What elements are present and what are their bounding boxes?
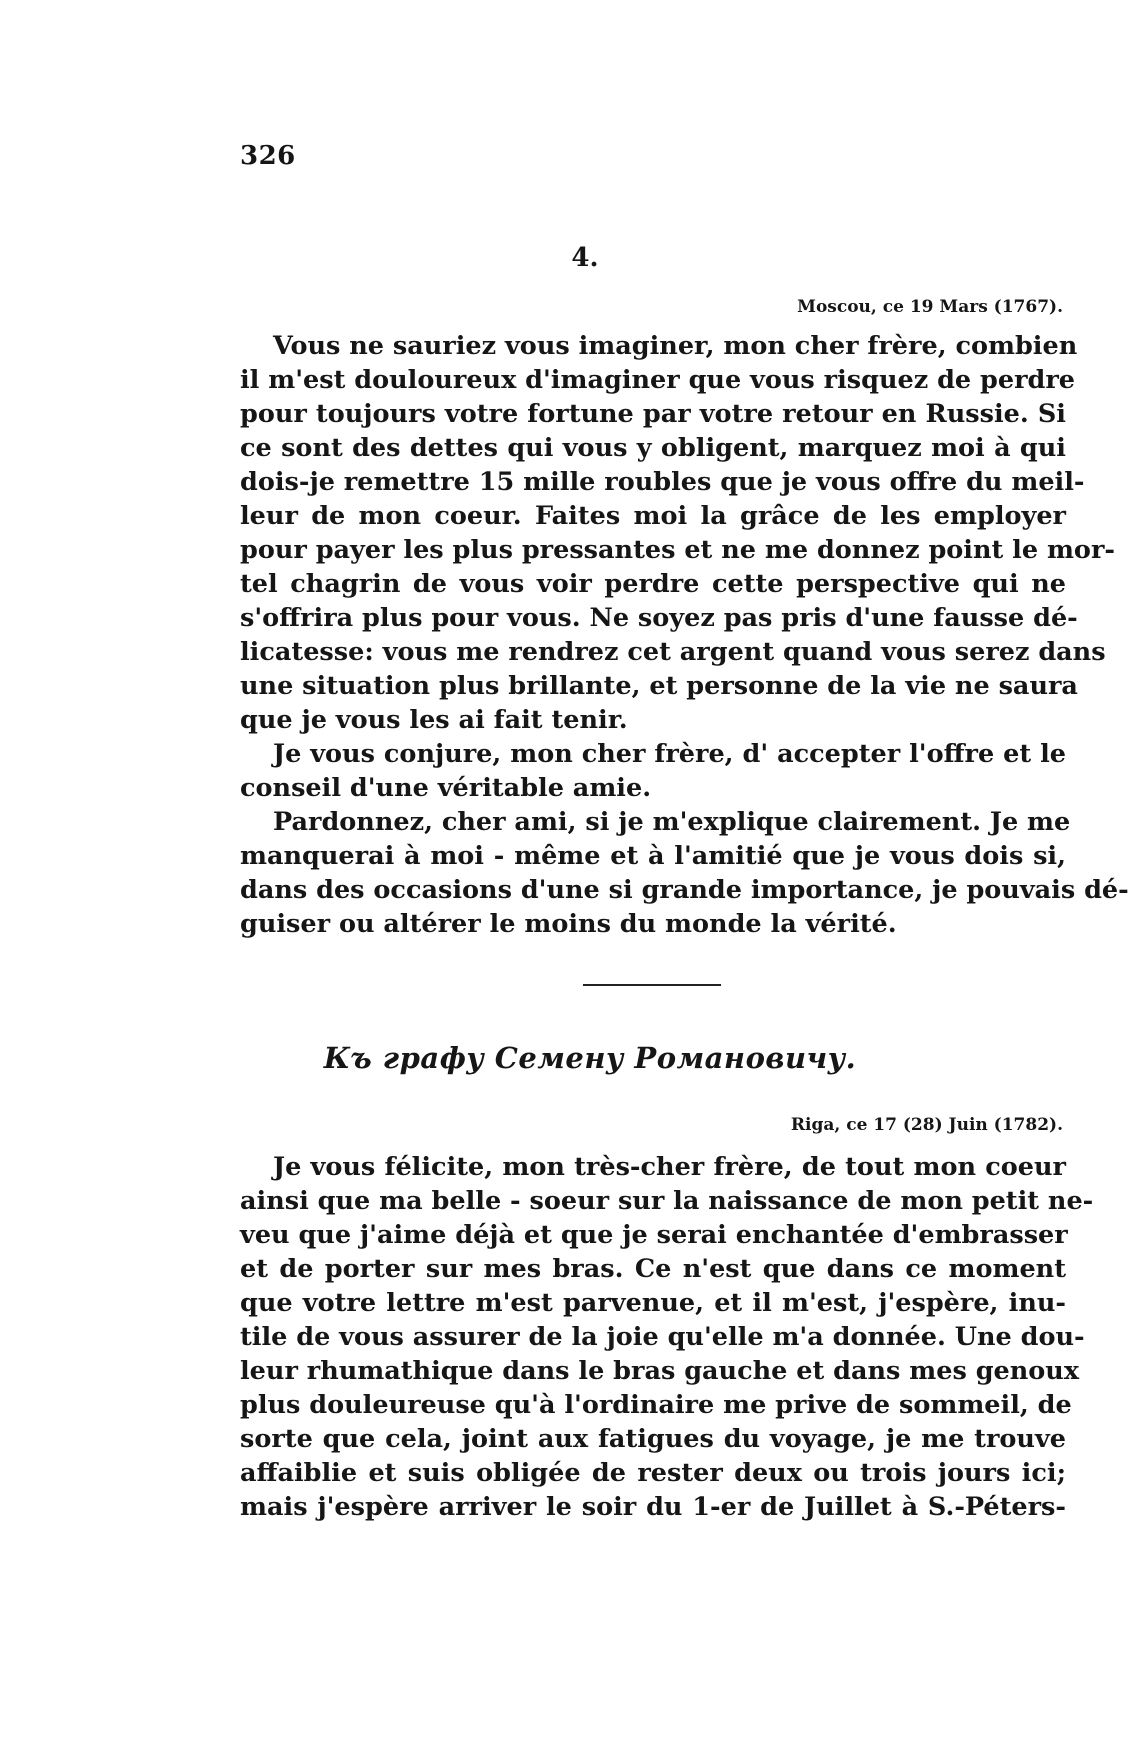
text-line: tile de vous assurer de la joie qu'elle m'a donnée. Une dou-	[240, 1322, 1085, 1352]
text-line: s'offrira plus pour vous. Ne soyez pas pris d'une fausse dé-	[240, 603, 1078, 633]
page-number: 326	[240, 141, 296, 171]
text-line: ainsi que ma belle - soeur sur la naissance de mon petit ne-	[240, 1186, 1094, 1216]
text-line: sorte que cela, joint aux fatigues du voyage, je me trouve	[240, 1424, 1066, 1454]
text-line: pour toujours votre fortune par votre retour en Russie. Si	[240, 399, 1066, 429]
letter2-body	[240, 1150, 1094, 1524]
text-line: plus douleureuse qu'à l'ordinaire me prive de sommeil, de	[240, 1390, 1072, 1420]
text-line: conseil d'une véritable amie.	[240, 773, 652, 803]
text-line: leur de mon coeur. Faites moi la grâce de les employer	[240, 501, 1066, 531]
text-line: leur rhumathique dans le bras gauche et dans mes genoux	[240, 1356, 1080, 1386]
text-line: et de porter sur mes bras. Ce n'est que dans ce moment	[240, 1254, 1066, 1284]
text-line: manquerai à moi - même et à l'amitié que je vous dois si,	[240, 841, 1066, 871]
text-line: guiser ou altérer le moins du monde la vérité.	[240, 909, 897, 939]
text-line: Vous ne sauriez vous imaginer, mon cher frère, combien	[273, 331, 1078, 361]
text-line: Je vous conjure, mon cher frère, d' accepter l'offre et le	[273, 739, 1066, 769]
text-line: pour payer les plus pressantes et ne me donnez point le mor-	[240, 535, 1115, 565]
text-line: que je vous les ai fait tenir.	[240, 705, 628, 735]
text-line: dois-je remettre 15 mille roubles que je vous offre du meil-	[240, 467, 1085, 497]
text-line: Je vous félicite, mon très-cher frère, de tout mon coeur	[273, 1152, 1066, 1182]
text-line: tel chagrin de vous voir perdre cette perspective qui ne	[240, 569, 1066, 599]
section-divider	[583, 984, 721, 986]
text-line: dans des occasions d'une si grande importance, je pouvais dé-	[240, 875, 1129, 905]
text-line: il m'est douloureux d'imaginer que vous risquez de perdre	[240, 365, 1076, 395]
text-line: licatesse: vous me rendrez cet argent quand vous serez dans	[240, 637, 1106, 667]
text-line: Pardonnez, cher ami, si je m'explique clairement. Je me	[273, 807, 1071, 837]
letter2-heading: Къ графу Семену Романовичу.	[323, 1041, 857, 1075]
text-line: ce sont des dettes qui vous y obligent, marquez moi à qui	[240, 433, 1066, 463]
letter1-dateline: Moscou, ce 19 Mars (1767).	[797, 297, 1063, 317]
letter2-dateline: Riga, ce 17 (28) Juin (1782).	[790, 1115, 1063, 1135]
text-line: mais j'espère arriver le soir du 1-er de Juillet à S.-Péters-	[240, 1492, 1066, 1522]
text-line: que votre lettre m'est parvenue, et il m'est, j'espère, inu-	[240, 1288, 1066, 1318]
text-line: veu que j'aime déjà et que je serai enchantée d'embrasser	[240, 1220, 1068, 1250]
letter1-body	[240, 329, 1129, 941]
text-line: une situation plus brillante, et personne de la vie ne saura	[240, 671, 1078, 701]
letter-number: 4.	[571, 243, 599, 273]
text-line: affaiblie et suis obligée de rester deux ou trois jours ici;	[240, 1458, 1066, 1488]
